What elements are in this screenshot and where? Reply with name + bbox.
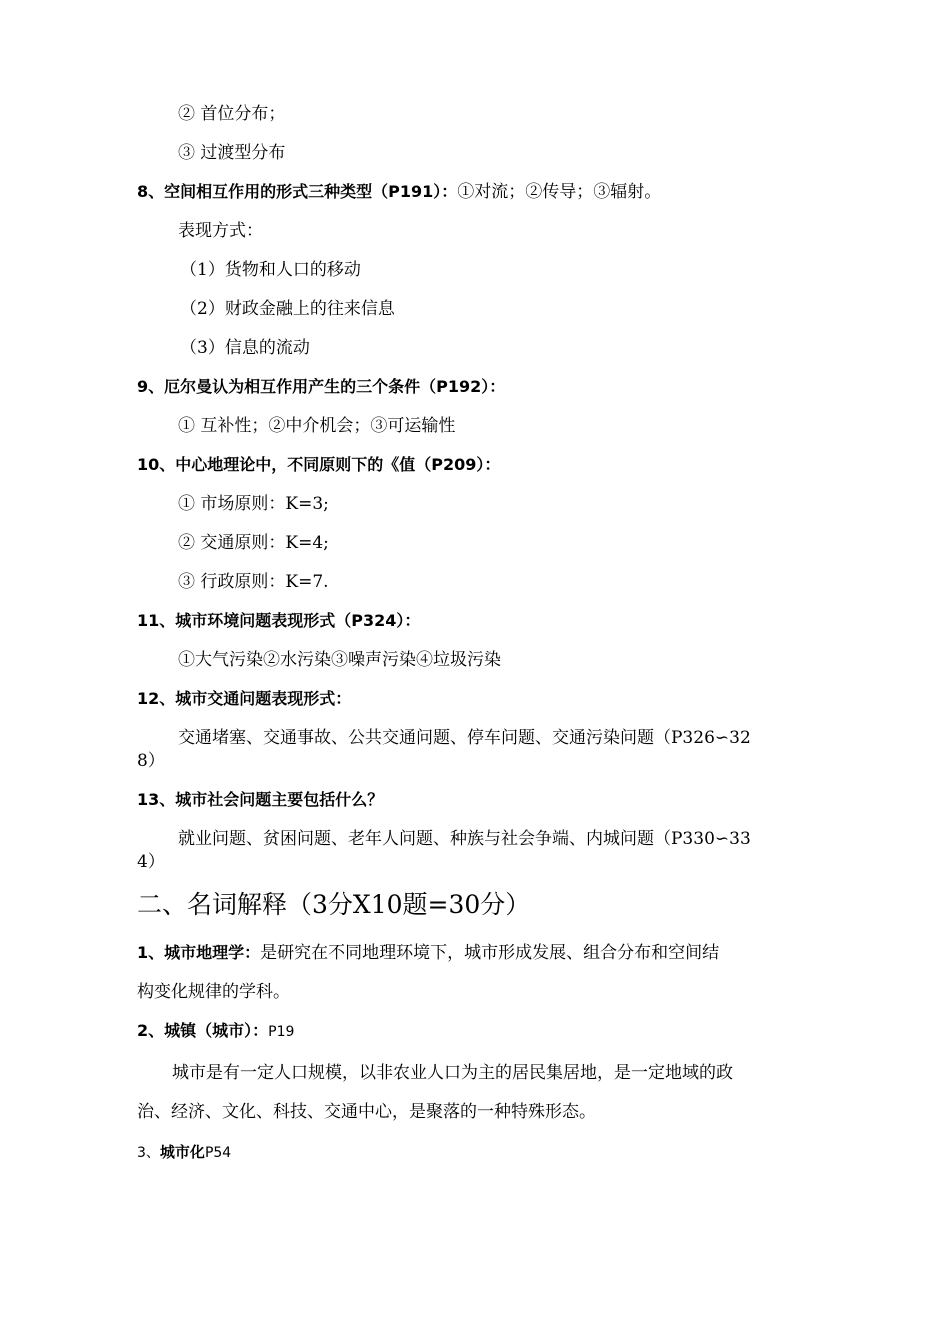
question-13-title: 13、城市社会问题主要包括什么？: [137, 790, 384, 809]
term-label: 城市化: [159, 1143, 205, 1161]
question-answer-continued: 8）: [137, 751, 165, 771]
question-answer: ① 互补性；②中介机会；③可运输性: [178, 416, 456, 436]
question-8: [137, 181, 661, 203]
term-definition: 是研究在不同地理环境下，城市形成发展、组合分布和空间结: [260, 943, 720, 963]
question-answer: ①对流；②传导；③辐射。: [457, 182, 662, 202]
term-definition-continued: 构变化规律的学科。: [137, 982, 290, 1002]
list-item: （2）财政金融上的往来信息: [180, 299, 395, 319]
list-item: ③ 过渡型分布: [178, 143, 286, 163]
term-number: 3、: [137, 1145, 160, 1161]
term-definition-continued: 治、经济、文化、科技、交通中心，是聚落的一种特殊形态。: [137, 1102, 596, 1122]
list-item: ① 市场原则：K=3;: [178, 494, 329, 514]
question-title: 8、空间相互作用的形式三种类型（P191）：: [137, 182, 458, 201]
term-label: 2、城镇（城市）：: [137, 1021, 269, 1040]
list-item: ③ 行政原则：K=7.: [178, 572, 329, 592]
term-label: 1、城市地理学：: [137, 943, 261, 962]
question-9-title: 9、厄尔曼认为相互作用产生的三个条件（P192）：: [137, 377, 506, 396]
question-10-title: 10、中心地理论中，不同原则下的《值（P209）：: [137, 455, 501, 474]
term-page-ref: P54: [204, 1145, 232, 1161]
list-item: （3）信息的流动: [180, 338, 310, 358]
question-answer: 就业问题、贫困问题、老年人问题、种族与社会争端、内城问题（P330∽33: [178, 829, 751, 849]
term-page-ref: P19: [268, 1024, 295, 1040]
term-2: [137, 1020, 294, 1043]
question-answer-continued: 4）: [137, 852, 165, 872]
term-3: [137, 1141, 231, 1164]
list-item: ② 交通原则：K=4;: [178, 533, 329, 553]
question-11-title: 11、城市环境问题表现形式（P324）：: [137, 611, 421, 630]
section-heading: 二、名词解释（3分X10题=30分）: [137, 890, 531, 919]
list-item: （1）货物和人口的移动: [180, 260, 361, 280]
question-12-title: 12、城市交通问题表现形式：: [137, 689, 352, 708]
list-item: ② 首位分布；: [178, 104, 286, 124]
term-definition: 城市是有一定人口规模，以非农业人口为主的居民集居地，是一定地域的政: [172, 1063, 733, 1083]
term-1: [137, 942, 719, 964]
question-answer: 交通堵塞、交通事故、公共交通问题、停车问题、交通污染问题（P326∽32: [178, 728, 751, 748]
question-answer: ①大气污染②水污染③噪声污染④垃圾污染: [178, 650, 501, 670]
sub-heading: 表现方式：: [178, 221, 263, 241]
